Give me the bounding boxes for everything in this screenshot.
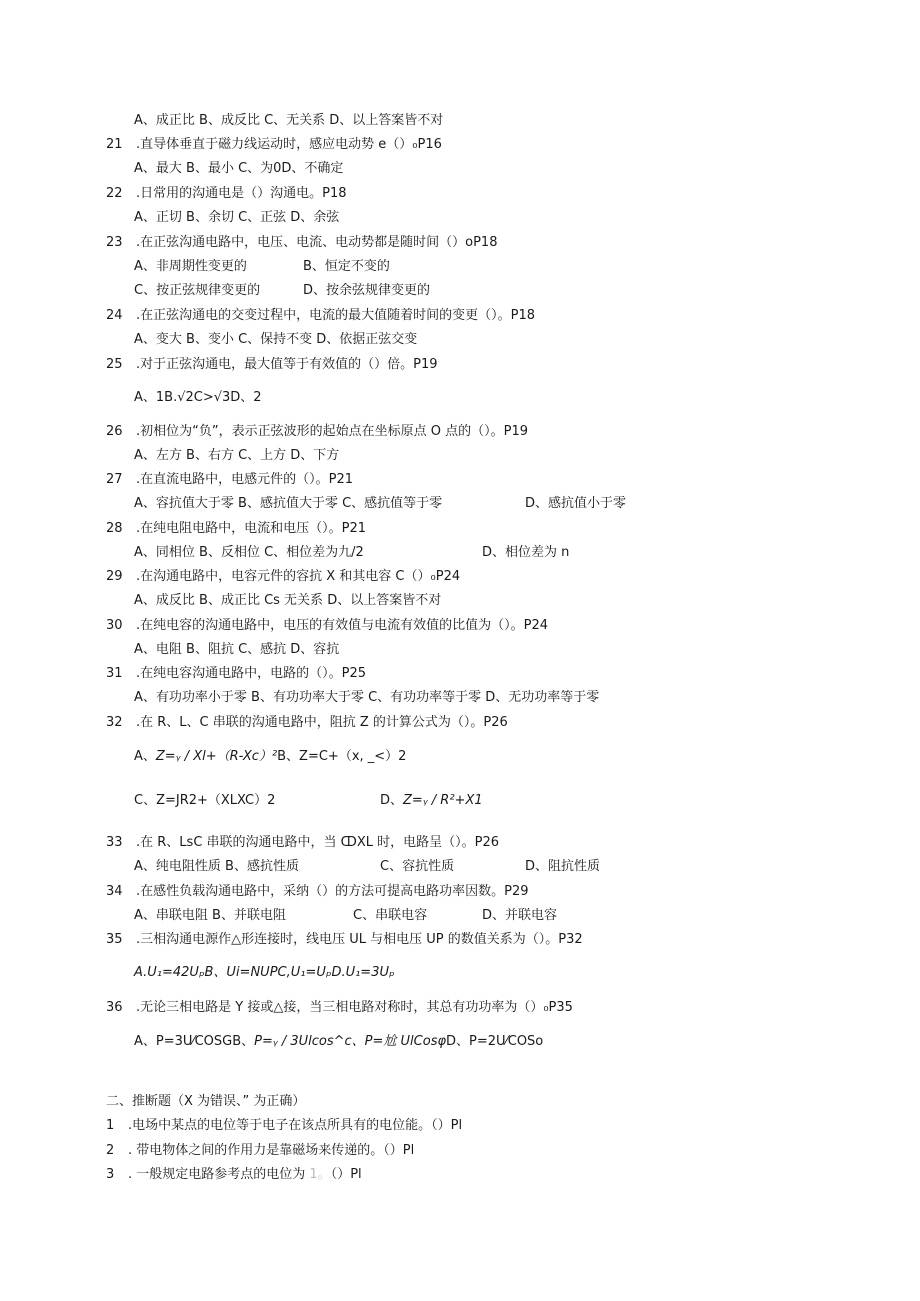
option-line: B、恒定不变的: [303, 259, 390, 274]
question-text: .在直流电路中，电感元件的（）。P21: [136, 472, 354, 487]
formula: D、P=2U⁄COSo: [446, 1034, 544, 1049]
section-heading: 二、推断题（X 为错误、” 为正确）: [106, 1094, 306, 1109]
question-number: 35: [106, 932, 123, 947]
option-line: D、感抗值小于零: [525, 496, 627, 511]
option-line: A、串联电阻 B、并联电阻: [134, 908, 286, 923]
option-line: C、按正弦规律变更的: [134, 283, 261, 298]
question-text: .在纯电阻电路中，电流和电压（）。P21: [136, 521, 367, 536]
question-text: .日常用的沟通电是（）沟通电。P18: [136, 186, 347, 201]
question-text: .在感性负载沟通电路中，采纳（）的方法可提高电路功率因数。P29: [136, 884, 529, 899]
option-line: C、串联电容: [353, 908, 428, 923]
question-text: .在正弦沟通电的交变过程中，电流的最大值随着时间的变更（）。P18: [136, 308, 536, 323]
question-number: 21: [106, 137, 123, 152]
option-line: A、容抗值大于零 B、感抗值大于零 C、感抗值等于零: [134, 496, 443, 511]
formula-option: [134, 748, 406, 766]
question-number: 32: [106, 715, 123, 730]
question-number: 2: [106, 1143, 115, 1158]
question-number: 34: [106, 884, 123, 899]
question-number: 25: [106, 357, 123, 372]
option-label: A、: [134, 749, 156, 764]
formula: A、P=3U⁄COSGB、: [134, 1034, 255, 1049]
question-number: 26: [106, 424, 123, 439]
option-line: A、成正比 B、成反比 C、无关系 D、以上答案皆不对: [134, 113, 444, 128]
option-line: A、有功功率小于零 B、有功功率大于零 C、有功功率等于零 D、无功功率等于零: [134, 690, 600, 705]
question-text: .在沟通电路中，电容元件的容抗 X 和其电容 C（）₀P24: [136, 569, 461, 584]
option-line: D、按余弦规律变更的: [303, 283, 431, 298]
question-text: .对于正弦沟通电，最大值等于有效值的（）倍。P19: [136, 357, 438, 372]
question-text: .在纯电容沟通电路中，电路的（）。P25: [136, 666, 367, 681]
option-label: D、: [380, 793, 404, 808]
question-text-part: 1。: [309, 1167, 331, 1182]
question-number: 30: [106, 618, 123, 633]
option-line: A、1B.√2C>√3D、2: [134, 390, 262, 405]
option-line: D、并联电容: [482, 908, 558, 923]
question-text-part: . 一般规定电路参考点的电位为: [128, 1167, 306, 1182]
question-text: .电场中某点的电位等于电子在该点所具有的电位能。（）Pl: [128, 1118, 463, 1133]
question-number: 27: [106, 472, 123, 487]
question-number: 29: [106, 569, 123, 584]
question-text: .在 R、LsC 串联的沟通电路中，当 ↀXL 时，电路呈（）。P26: [136, 835, 500, 850]
question-number: 36: [106, 1000, 123, 1015]
option-line: A、非周期性变更的: [134, 259, 247, 274]
question-text: [128, 1166, 362, 1184]
question-number: 1: [106, 1118, 115, 1133]
formula: P=ᵧ / 3Ulcos^c、P=尬 UlCosφ: [254, 1034, 447, 1049]
question-number: 3: [106, 1167, 115, 1182]
option-line: A、左方 B、右方 C、上方 D、下方: [134, 448, 340, 463]
question-number: 23: [106, 235, 123, 250]
question-text: . 带电物体之间的作用力是靠磁场来传递的。（）Pl: [128, 1143, 415, 1158]
question-text-part: （）Pl: [330, 1167, 362, 1182]
formula-option: [380, 792, 483, 810]
question-text: .在正弦沟通电路中，电压、电流、电动势都是随时间（）oP18: [136, 235, 498, 250]
option-line: A、纯电阻性质 B、感抗性质: [134, 859, 299, 874]
question-text: .初相位为“负”，表示正弦波形的起始点在坐标原点 O 点的（）。P19: [136, 424, 528, 439]
formula: Z=ᵧ / Xl+（R-Xᴄ）²: [155, 749, 278, 764]
option-line: D、阻抗性质: [525, 859, 601, 874]
question-text: .三相沟通电源作△形连接时，线电压 UL 与相电压 UP 的数值关系为（）。P32: [136, 932, 583, 947]
option-line: A、同相位 B、反相位 C、相位差为九/2: [134, 545, 364, 560]
option-line: D、相位差为 n: [482, 545, 570, 560]
formula-option: A.U₁=42UₚB、Ui=NUPC,U₁=UₚD.U₁=3Uₚ: [134, 965, 395, 980]
question-number: 22: [106, 186, 123, 201]
question-number: 24: [106, 308, 123, 323]
formula-option: [134, 1033, 543, 1051]
option-line: A、电阻 B、阻抗 C、感抗 D、容抗: [134, 642, 340, 657]
question-number: 33: [106, 835, 123, 850]
formula-option: C、Z=JR2+（XLXC）2: [134, 793, 276, 808]
option-line: A、成反比 B、成正比 Cs 无关系 D、以上答案皆不对: [134, 593, 442, 608]
option-line: C、容抗性质: [380, 859, 455, 874]
option-line: A、正切 B、余切 C、正弦 D、余弦: [134, 210, 340, 225]
question-number: 28: [106, 521, 123, 536]
formula: B、Z=C+（x, _<）2: [277, 749, 407, 764]
question-text: .在纯电容的沟通电路中，电压的有效值与电流有效值的比值为（）。P24: [136, 618, 549, 633]
question-text: .无论三相电路是 Y 接或△接，当三相电路对称时，其总有功功率为（）₀P35: [136, 1000, 573, 1015]
formula: Z=ᵧ / R²+X1: [403, 793, 483, 808]
question-text: .直导体垂直于磁力线运动时，感应电动势 e（）₀P16: [136, 137, 442, 152]
option-line: A、最大 B、最小 C、为0D、不确定: [134, 161, 344, 176]
question-text: .在 R、L、C 串联的沟通电路中，阻抗 Z 的计算公式为（）。P26: [136, 715, 508, 730]
question-number: 31: [106, 666, 123, 681]
option-line: A、变大 B、变小 C、保持不变 D、依据正弦交变: [134, 332, 418, 347]
